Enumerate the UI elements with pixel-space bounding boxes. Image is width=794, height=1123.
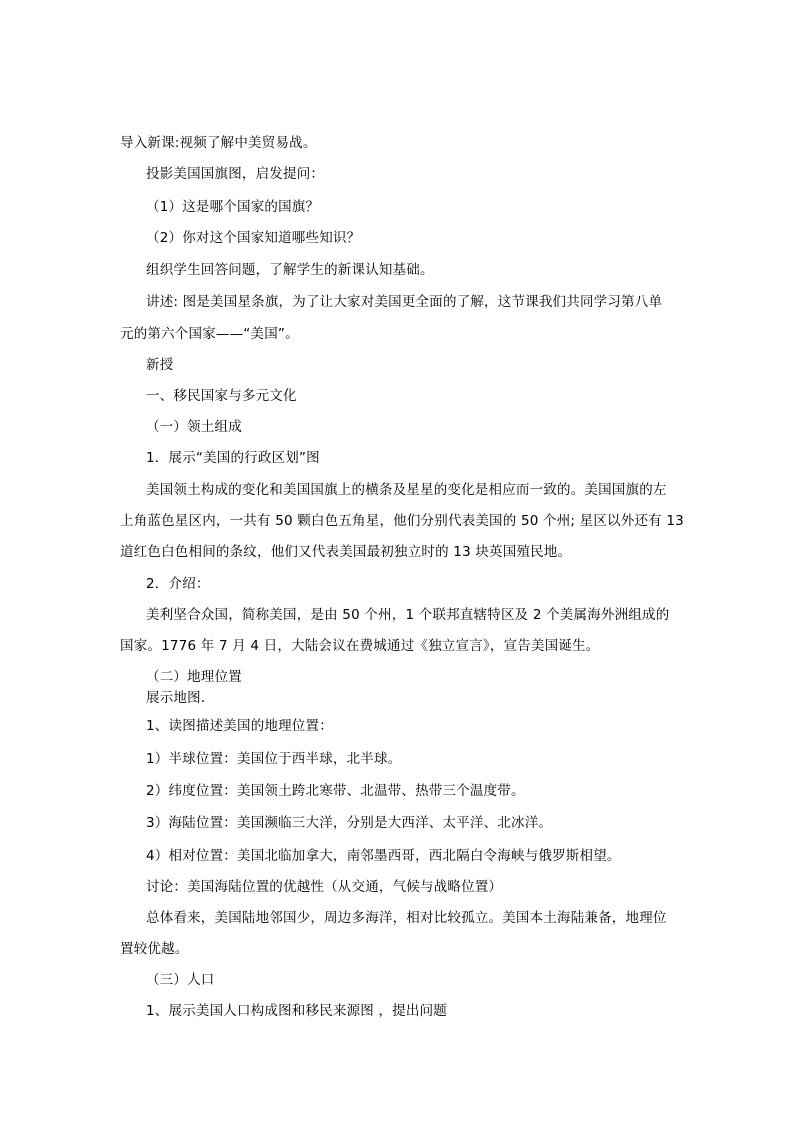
text-line: 展示地图. (146, 690, 206, 706)
text-line: 组织学生回答问题，了解学生的新课认知基础。 (146, 262, 434, 278)
text-line: （1）这是哪个国家的国旗？ (146, 199, 320, 215)
text-line: 3）海陆位置：美国濒临三大洋，分别是大西洋、太平洋、北冰洋。 (146, 815, 553, 831)
text-line: 元的第六个国家——“美国”。 (120, 326, 299, 342)
subsection-heading: （三）人口 (146, 972, 215, 988)
text-line: 1）半球位置：美国位于西半球，北半球。 (146, 751, 402, 767)
text-line: 讲述: 图是美国星条旗，为了让大家对美国更全面的了解，这节课我们共同学习第八单 (146, 294, 663, 310)
text-line: 美国领土构成的变化和美国国旗上的横条及星星的变化是相应而一致的。美国国旗的左 (146, 482, 667, 498)
text-line: （2）你对这个国家知道哪些知识？ (146, 230, 361, 246)
text-line: 1．展示“美国的行政区划”图 (146, 450, 320, 466)
text-line: 总体看来，美国陆地邻国少，周边多海洋，相对比较孤立。美国本土海陆兼备，地理位 (146, 910, 667, 926)
text-line: 上角蓝色星区内，一共有 50 颗白色五角星，他们分别代表美国的 50 个州; 星区以外还有 13 (120, 513, 684, 529)
text-line: 导入新课:视频了解中美贸易战。 (120, 135, 317, 151)
text-line: 1、展示美国人口构成图和移民来源图 ，提出问题 (146, 1003, 447, 1019)
text-line: 2．介绍： (146, 576, 210, 592)
text-line: 新授 (146, 357, 174, 373)
text-line: 1、读图描述美国的地理位置： (146, 718, 333, 734)
section-heading: 一、移民国家与多元文化 (146, 388, 297, 404)
text-line: 置较优越。 (120, 941, 189, 957)
subsection-heading: （一）领土组成 (146, 419, 242, 435)
text-line: 2）纬度位置：美国领土跨北寒带、北温带、热带三个温度带。 (146, 783, 525, 799)
text-line: 国家。1776 年 7 月 4 日，大陆会议在费城通过《独立宣言》，宣告美国诞生。 (120, 638, 600, 654)
text-line: 道红色白色相间的条纹，他们又代表美国最初独立时的 13 块英国殖民地。 (120, 544, 572, 560)
text-line: 讨论：美国海陆位置的优越性（从交通，气候与战略位置） (146, 879, 503, 895)
text-line: 投影美国国旗图，启发提问： (146, 166, 325, 182)
subsection-heading: （二）地理位置 (146, 669, 242, 685)
text-line: 美利坚合众国，简称美国，是由 50 个州，1 个联邦直辖特区及 2 个美属海外洲组成的 (146, 607, 670, 623)
text-line: 4）相对位置：美国北临加拿大，南邻墨西哥，西北隔白令海峡与俄罗斯相望。 (146, 848, 621, 864)
